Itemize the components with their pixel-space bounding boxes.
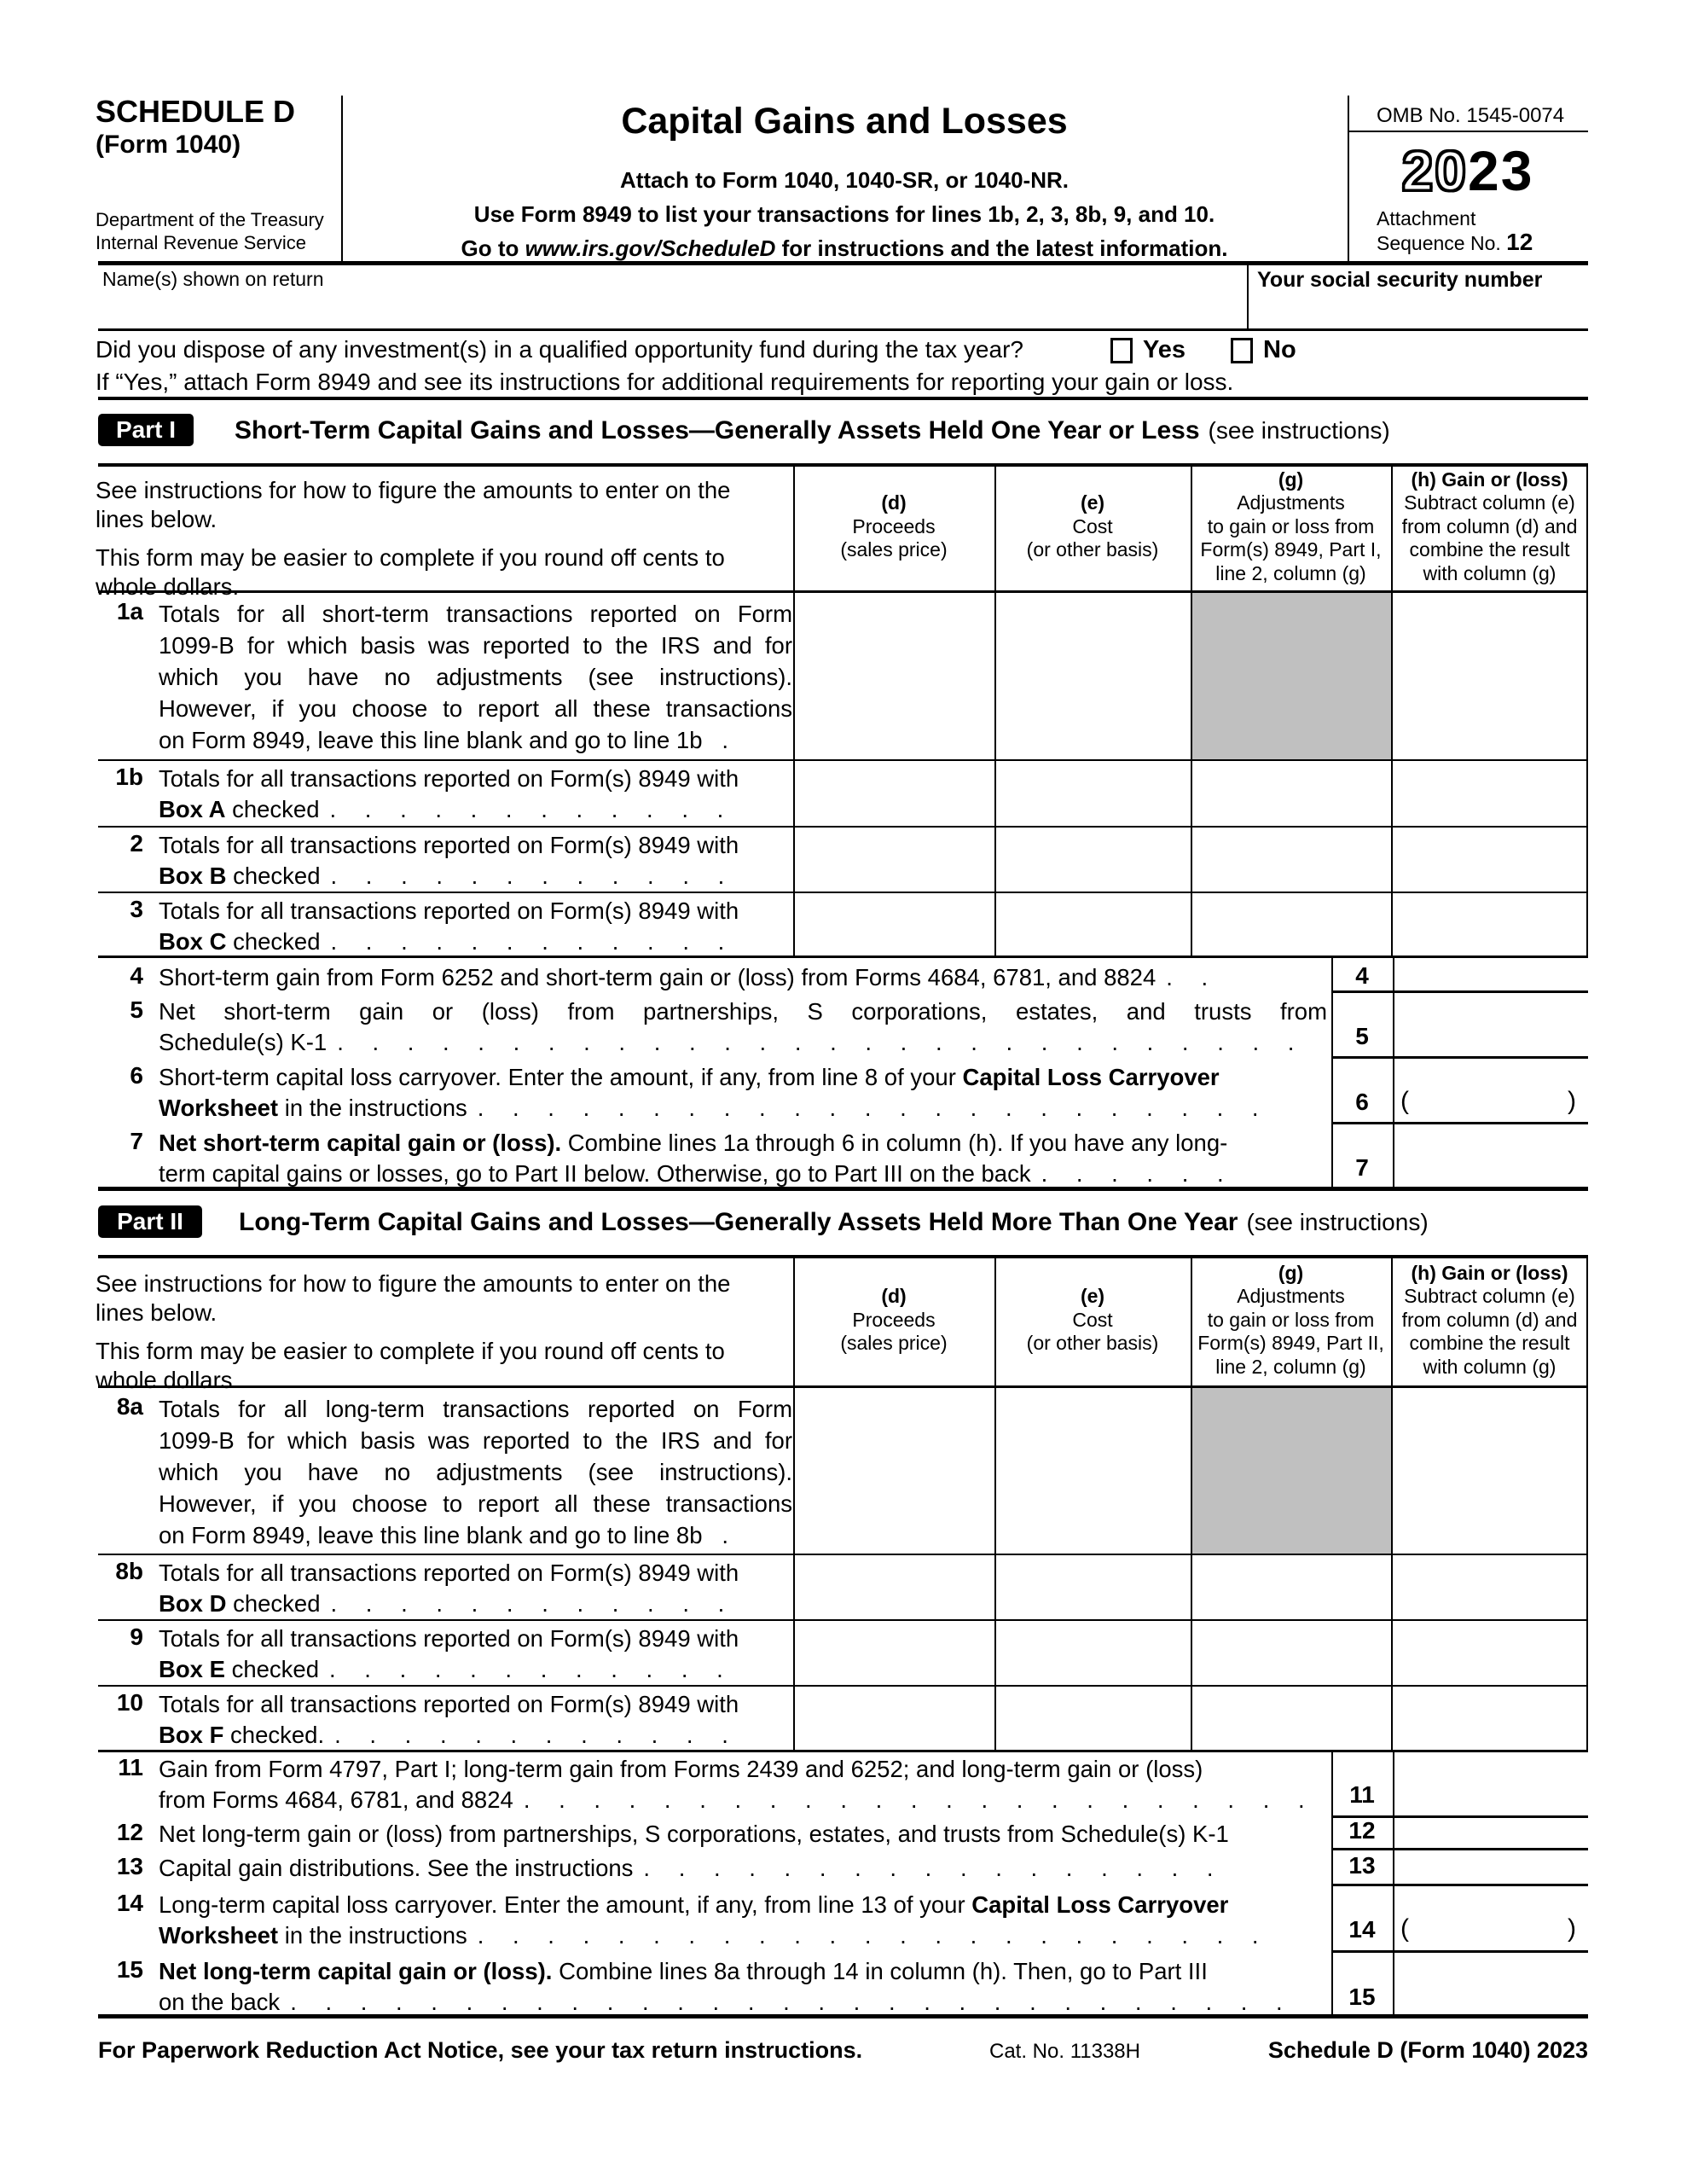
entry-8a-cost[interactable] — [996, 1389, 1189, 1552]
goto-link[interactable]: www.irs.gov/ScheduleD — [525, 235, 776, 261]
line-13-number: 13 — [116, 1853, 143, 1879]
entry-1a-proceeds[interactable] — [795, 595, 993, 758]
line-1a-text: Totals for all short-term transactions reported on Form 1099-B for which basis was reported to the IRS and for which you have no adjustments (see instructions). However, if you choose to report all these transactions on Form 8949, leave this line blank and go to line 1b . — [159, 601, 792, 753]
round-cents-text: This form may be easier to complete if you round off cents to whole dollars. — [96, 544, 725, 600]
part1-badge: Part I — [98, 414, 194, 446]
footer-form-id: Schedule D (Form 1040) 2023 — [1267, 2037, 1588, 2063]
entry-11-amount[interactable] — [1395, 1751, 1585, 1814]
paperwork-notice: For Paperwork Reduction Act Notice, see your tax return instructions. — [98, 2037, 863, 2063]
year-outline: 20 — [1401, 139, 1468, 202]
rule-h — [1331, 1950, 1588, 1953]
line-1b-text: Totals for all transactions reported on Form(s) 8949 with Box A checked . . . . . . . . . . . . — [159, 765, 739, 822]
line-6-text: Short-term capital loss carryover. Enter the amount, if any, from line 8 of your Capital Loss Carryover Worksheet in the instructions . . . . . . . . . . . . . . . . . . . . . . . — [159, 1064, 1259, 1121]
entry-3-adjustments[interactable] — [1192, 893, 1389, 954]
entry-10-cost[interactable] — [996, 1687, 1189, 1748]
line-8a-text: Totals for all long-term transactions reported on Form 1099-B for which basis was reported to the IRS and for which you have no adjustments (see instructions). However, if you choose to report all these transactions on Form 8949, leave this line blank and go to line 8b . — [159, 1396, 792, 1548]
entry-9-gain[interactable] — [1393, 1621, 1585, 1683]
part2-title-note: (see instructions) — [1246, 1209, 1429, 1235]
entry-12-amount[interactable] — [1395, 1818, 1585, 1846]
line-11-box-number: 11 — [1349, 1781, 1375, 1808]
see-instructions-text: See instructions for how to figure the amounts to enter on the lines below. — [96, 1270, 731, 1326]
rule-h — [1331, 1122, 1588, 1124]
entry-9-cost[interactable] — [996, 1621, 1189, 1683]
line-5-box-number: 5 — [1355, 1023, 1369, 1049]
form-label: (Form 1040) — [96, 131, 241, 159]
line-15-number: 15 — [116, 1956, 143, 1983]
catalog-number: Cat. No. 11338H — [989, 2040, 1140, 2063]
col-header-gain-loss: (h) Gain or (loss) Subtract column (e) from column (d) and combine the result with column (g) — [1401, 1261, 1578, 1378]
line-10-number: 10 — [116, 1689, 143, 1716]
rule-h — [1331, 1848, 1588, 1850]
attachment-sequence — [1377, 207, 1533, 255]
entry-8b-gain[interactable] — [1393, 1555, 1585, 1618]
no-checkbox[interactable] — [1231, 338, 1253, 363]
form-title: Capital Gains and Losses — [621, 101, 1068, 142]
line-4-text: Short-term gain from Form 6252 and short-term gain or (loss) from Forms 4684, 6781, and 8824 . . — [159, 964, 1209, 990]
entry-4-amount[interactable] — [1395, 958, 1585, 990]
part1-header-note — [96, 476, 782, 601]
line-1b-number: 1b — [115, 764, 143, 790]
entry-1b-adjustments[interactable] — [1192, 761, 1389, 824]
line-12-box-number: 12 — [1348, 1817, 1376, 1844]
entry-10-proceeds[interactable] — [795, 1687, 993, 1748]
ssn-field[interactable] — [1249, 290, 1588, 328]
entry-8b-cost[interactable] — [996, 1555, 1189, 1618]
entry-3-gain[interactable] — [1393, 893, 1585, 954]
goto-prefix: Go to — [461, 235, 525, 261]
entry-9-proceeds[interactable] — [795, 1621, 993, 1683]
attach-line: Attach to Form 1040, 1040-SR, or 1040-NR. — [620, 167, 1069, 193]
entry-1a-cost[interactable] — [996, 595, 1189, 758]
entry-5-amount[interactable] — [1395, 994, 1585, 1054]
line-7-box-number: 7 — [1355, 1154, 1369, 1181]
rule-h — [1331, 990, 1588, 993]
line-1a-number: 1a — [116, 598, 143, 624]
entry-10-gain[interactable] — [1393, 1687, 1585, 1748]
rule-h — [1331, 1884, 1588, 1886]
line-8a-number: 8a — [116, 1393, 143, 1420]
line-15-box-number: 15 — [1348, 1984, 1376, 2010]
col-header-gain-loss: (h) Gain or (loss) Subtract column (e) from column (d) and combine the result with column (g) — [1401, 468, 1578, 584]
line-6-paren-close: ) — [1568, 1087, 1576, 1115]
rule-v — [1393, 1750, 1394, 2016]
line-4-number: 4 — [130, 962, 143, 989]
line-9-text: Totals for all transactions reported on Form(s) 8949 with Box E checked . . . . . . . . . . . . — [159, 1625, 739, 1682]
entry-15-amount[interactable] — [1395, 1954, 1585, 2013]
part2-header-note — [96, 1269, 782, 1395]
name-field[interactable] — [98, 290, 1245, 328]
line-6-box-number: 6 — [1355, 1089, 1369, 1115]
col-header-cost: (e) Cost (or other basis) — [1026, 1285, 1159, 1355]
col-header-proceeds: (d) Proceeds (sales price) — [840, 1285, 948, 1355]
yes-label: Yes — [1143, 336, 1186, 363]
year-solid: 23 — [1468, 139, 1534, 202]
part2-badge: Part II — [98, 1205, 202, 1238]
goto-line — [341, 235, 1348, 262]
line-14-box-number: 14 — [1348, 1916, 1376, 1943]
line-13-box-number: 13 — [1348, 1852, 1376, 1879]
line-12-number: 12 — [116, 1819, 143, 1845]
round-cents-text: This form may be easier to complete if you round off cents to whole dollars. — [96, 1338, 725, 1393]
entry-1b-gain[interactable] — [1393, 761, 1585, 824]
qof-instruction: If “Yes,” attach Form 8949 and see its instructions for additional requirements for reporting your gain or loss. — [96, 369, 1234, 395]
goto-suffix: for instructions and the latest information. — [775, 235, 1228, 261]
rule-h — [98, 261, 1588, 265]
entry-1b-proceeds[interactable] — [795, 761, 993, 824]
line-8b-text: Totals for all transactions reported on Form(s) 8949 with Box D checked . . . . . . . . . . . . — [159, 1560, 739, 1617]
part1-title-note: (see instructions) — [1208, 417, 1390, 444]
schedule-label: SCHEDULE D — [96, 94, 296, 129]
line-13-text: Capital gain distributions. See the instructions . . . . . . . . . . . . . . . . . — [159, 1855, 1214, 1881]
line-11-number: 11 — [118, 1754, 143, 1780]
omb-number: OMB No. 1545-0074 — [1377, 104, 1565, 127]
attachment-line2: Sequence No. 12 — [1377, 229, 1533, 255]
entry-2-cost[interactable] — [996, 828, 1189, 890]
line-2-text: Totals for all transactions reported on Form(s) 8949 with Box B checked . . . . . . . . . . . . — [159, 832, 739, 889]
tax-year — [1348, 138, 1588, 203]
line-15-text: Net long-term capital gain or (loss). Combine lines 8a through 14 in column (h). Then, go to Part III on the back . . . . . . . . . . . . . . . . . . . . . . . . . . . . . — [159, 1958, 1283, 2015]
shaded-cell-8a-adjustments — [1191, 1388, 1391, 1554]
rule-h — [98, 397, 1588, 400]
col-header-adjustments: (g) Adjustments to gain or loss from Form(s) 8949, Part I, line 2, column (g) — [1200, 468, 1382, 584]
line-2-number: 2 — [130, 830, 143, 857]
name-label: Name(s) shown on return — [102, 268, 324, 290]
line-14-paren-close: ) — [1568, 1914, 1576, 1943]
entry-6-amount[interactable] — [1416, 1060, 1565, 1120]
yes-checkbox[interactable] — [1110, 338, 1133, 363]
line-3-text: Totals for all transactions reported on Form(s) 8949 with Box C checked . . . . . . . . . . . . — [159, 897, 739, 955]
rule-h — [1331, 1056, 1588, 1059]
qof-question: Did you dispose of any investment(s) in a qualified opportunity fund during the tax year? — [96, 336, 1023, 363]
part2-title: Long-Term Capital Gains and Losses—Generally Assets Held More Than One Year (see instructions) — [239, 1208, 1429, 1236]
ssn-label: Your social security number — [1257, 268, 1543, 292]
entry-8b-proceeds[interactable] — [795, 1555, 993, 1618]
entry-8a-gain[interactable] — [1393, 1389, 1585, 1552]
see-instructions-text: See instructions for how to figure the amounts to enter on the lines below. — [96, 477, 731, 532]
col-header-proceeds: (d) Proceeds (sales price) — [840, 491, 948, 561]
entry-2-gain[interactable] — [1393, 828, 1585, 890]
rule-h — [98, 328, 1588, 331]
entry-2-adjustments[interactable] — [1192, 828, 1389, 890]
line-7-text: Net short-term capital gain or (loss). Combine lines 1a through 6 in column (h). If you have any long- term capital gains or losses, go to Part II below. Otherwise, go to Part III on the back . . . . . . — [159, 1130, 1228, 1187]
entry-3-proceeds[interactable] — [795, 893, 993, 954]
line-7-number: 7 — [130, 1128, 143, 1154]
line-8b-number: 8b — [115, 1558, 143, 1584]
entry-7-amount[interactable] — [1395, 1125, 1585, 1185]
line-3-number: 3 — [130, 896, 143, 922]
entry-9-adjustments[interactable] — [1192, 1621, 1389, 1683]
line-14-number: 14 — [116, 1890, 143, 1916]
dept-line2: Internal Revenue Service — [96, 232, 307, 253]
line-5-number: 5 — [130, 996, 143, 1023]
line-6-paren-open: ( — [1400, 1087, 1409, 1115]
entry-8b-adjustments[interactable] — [1192, 1555, 1389, 1618]
entry-1a-gain[interactable] — [1393, 595, 1585, 758]
use-form-line: Use Form 8949 to list your transactions for lines 1b, 2, 3, 8b, 9, and 10. — [473, 201, 1215, 227]
attachment-line1: Attachment — [1377, 207, 1476, 229]
entry-2-proceeds[interactable] — [795, 828, 993, 890]
no-label: No — [1263, 336, 1296, 363]
attachment-number: 12 — [1506, 229, 1533, 255]
entry-3-cost[interactable] — [996, 893, 1189, 954]
line-14-paren-open: ( — [1400, 1914, 1409, 1943]
entry-14-amount[interactable] — [1416, 1887, 1565, 1949]
entry-13-amount[interactable] — [1395, 1851, 1585, 1882]
line-4-box-number: 4 — [1355, 962, 1369, 989]
shaded-cell-1a-adjustments — [1191, 593, 1391, 759]
line-10-text: Totals for all transactions reported on Form(s) 8949 with Box F checked. . . . . . . . . . . . . — [159, 1691, 739, 1748]
line-14-text: Long-term capital loss carryover. Enter the amount, if any, from line 13 of your Capital Loss Carryover Worksheet in the instructions . . . . . . . . . . . . . . . . . . . . . . . — [159, 1891, 1259, 1949]
line-6-number: 6 — [130, 1062, 143, 1089]
line-9-number: 9 — [130, 1623, 143, 1650]
dept-line1: Department of the Treasury — [96, 209, 324, 230]
entry-10-adjustments[interactable] — [1192, 1687, 1389, 1748]
part1-title: Short-Term Capital Gains and Losses—Generally Assets Held One Year or Less (see instructions) — [235, 416, 1390, 444]
col-header-adjustments: (g) Adjustments to gain or loss from Form(s) 8949, Part II, line 2, column (g) — [1197, 1261, 1384, 1378]
entry-1b-cost[interactable] — [996, 761, 1189, 824]
entry-8a-proceeds[interactable] — [795, 1389, 993, 1552]
col-header-cost: (e) Cost (or other basis) — [1026, 491, 1159, 561]
rule-h — [1348, 131, 1588, 132]
line-11-text: Gain from Form 4797, Part I; long-term gain from Forms 2439 and 6252; and long-term gain or (loss) from Forms 4684, 6781, and 8824 . . . . . . . . . . . . . . . . . . . . . . . — [159, 1756, 1305, 1813]
line-12-text: Net long-term gain or (loss) from partnerships, S corporations, estates, and trusts from Schedule(s) K-1 — [159, 1821, 1229, 1847]
line-5-text: Net short-term gain or (loss) from partnerships, S corporations, estates, and trusts from Schedule(s) K-1 . . . . . . . . . . . . . . . . . . . . . . . . . . . . — [159, 998, 1327, 1055]
